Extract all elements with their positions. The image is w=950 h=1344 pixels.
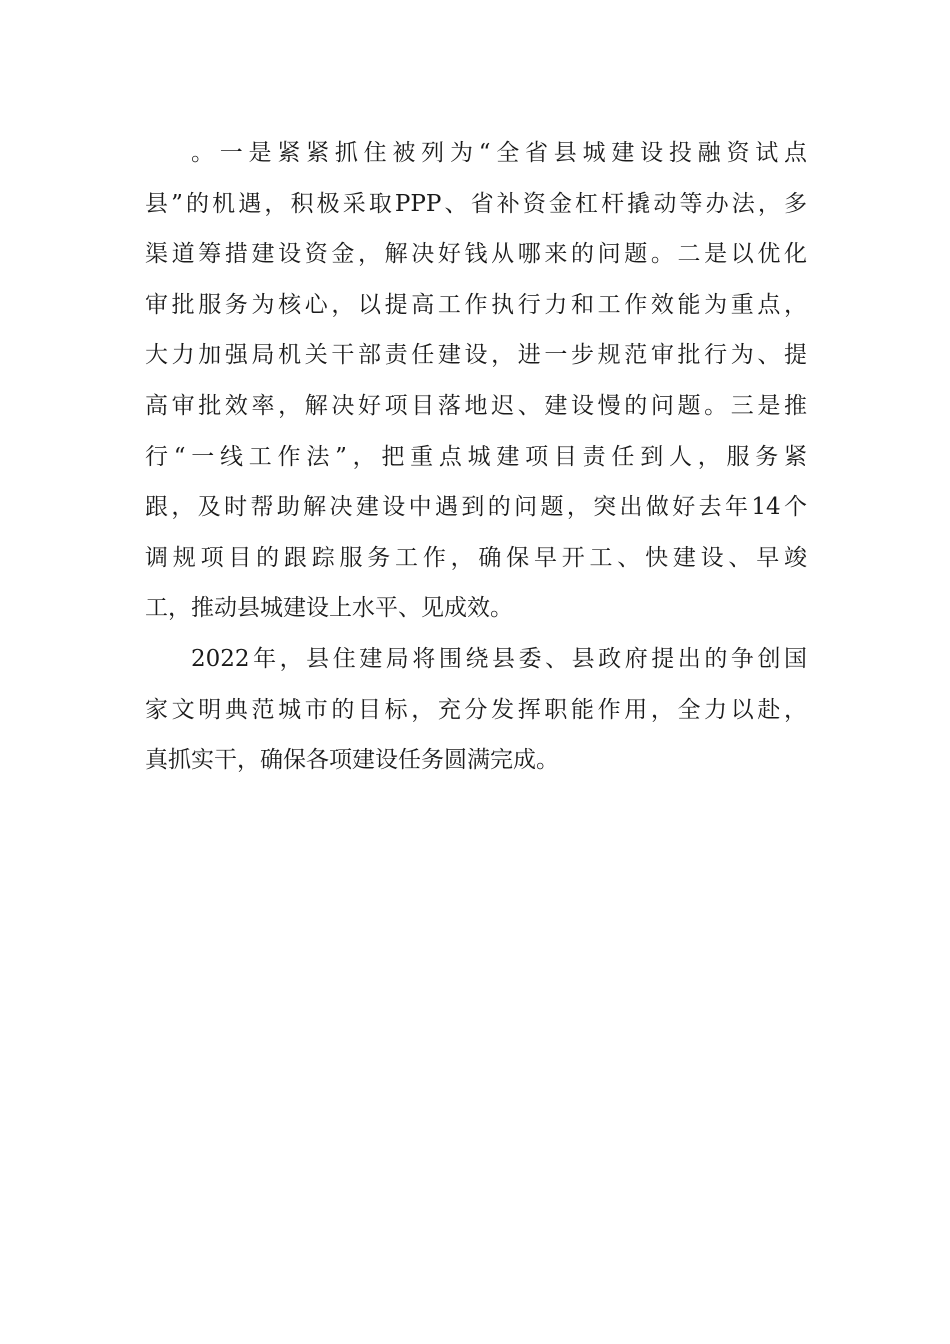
text-line: 审批服务为核心，以提高工作执行力和工作效能为重点， bbox=[145, 291, 807, 318]
text-line: 大力加强局机关干部责任建设，进一步规范审批行为、提 bbox=[145, 342, 807, 369]
text-line: 2022年，县住建局将围绕县委、县政府提出的争创国 bbox=[191, 645, 807, 672]
text-line: 调规项目的跟踪服务工作，确保早开工、快建设、早竣 bbox=[145, 544, 807, 571]
text-line: 高审批效率，解决好项目落地迟、建设慢的问题。三是推 bbox=[145, 392, 807, 419]
text-line: 行“一线工作法”，把重点城建项目责任到人，服务紧 bbox=[145, 443, 807, 470]
paragraph-1 bbox=[145, 128, 807, 634]
text-line: 家文明典范城市的目标，充分发挥职能作用，全力以赴， bbox=[145, 696, 807, 723]
paragraph-2 bbox=[145, 634, 807, 786]
text-line: 县”的机遇，积极采取PPP、省补资金杠杆撬动等办法，多 bbox=[145, 190, 807, 217]
text-line: 渠道筹措建设资金，解决好钱从哪来的问题。二是以优化 bbox=[145, 241, 807, 268]
text-line: 跟，及时帮助解决建设中遇到的问题，突出做好去年14个 bbox=[145, 494, 807, 521]
body-text bbox=[145, 128, 807, 786]
text-line: 工，推动县城建设上水平、见成效。 bbox=[145, 595, 513, 622]
text-line: 。一是紧紧抓住被列为“全省县城建设投融资试点 bbox=[191, 140, 807, 166]
text-line: 真抓实干，确保各项建设任务圆满完成。 bbox=[145, 747, 559, 774]
